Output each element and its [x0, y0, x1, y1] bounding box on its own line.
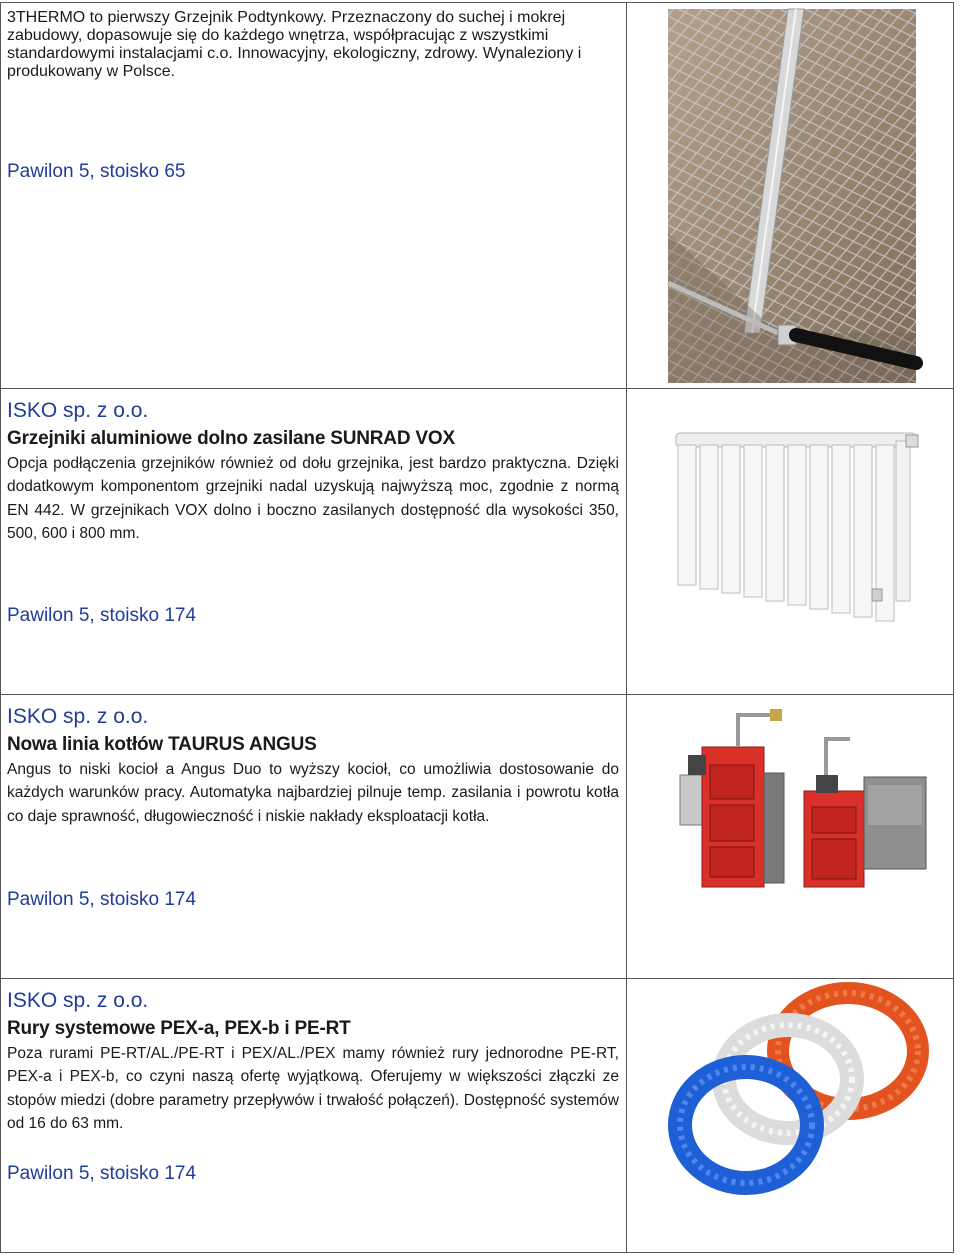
product-description: Opcja podłączenia grzejników również od dołu grzejnika, jest bardzo praktyczna. Dzięki dodatkowym komponentom grzejniki nadal uzyskują najwyższą moc, zgodnie z normą EN 442. W grzejnikach VOX dolno i boczno zasilanych dostępność dla wysokości 350, 500, 600 i 800 mm. [7, 455, 619, 542]
booth-label: Pawilon 5, stoisko 174 [7, 889, 197, 910]
company-name: ISKO sp. z o.o. [7, 705, 149, 728]
product-row-taurus-angus [0, 694, 954, 978]
intro-text: 3THERMO to pierwszy Grzejnik Podtynkowy. Przeznaczony do suchej i mokrej zabudowy, dopasowuje się do każdego wnętrza, współpracując z wszystkimi standardowymi instalacjami c.o. Innowacyjny, ekologiczny, zdrowy. Wynaleziony i produkowany w Polsce. [7, 9, 582, 80]
column-divider [626, 979, 627, 1252]
company-name: ISKO sp. z o.o. [7, 989, 149, 1012]
product-description: Poza rurami PE-RT/AL./PE-RT i PEX/AL./PEX mamy również rury jednorodne PE-RT, PEX-a i PEX-b, co czyni naszą ofertę wyjątkową. Oferujemy w większości złączki ze stopów miedzi (dobre parametry przepływów i trwałość połączeń). Dostępność systemów od 16 do 63 mm. [7, 1045, 619, 1132]
aluminium-radiator-image [628, 389, 953, 694]
boilers-image [628, 695, 953, 978]
product-row-pex-pipes [0, 978, 954, 1253]
product-description: Angus to niski kocioł a Angus Duo to wyższy kocioł, co umożliwia dostosowanie do każdych warunków pracy. Automatyka najbardziej pilnuje temp. zasilania i powrotu kotła co daje sprawność, długowieczność i niskie nakłady eksploatacji kotła. [7, 761, 619, 825]
booth-label: Pawilon 5, stoisko 65 [7, 161, 186, 182]
product-title: Rury systemowe PEX-a, PEX-b i PE-RT [7, 1018, 351, 1039]
booth-label: Pawilon 5, stoisko 174 [7, 1163, 197, 1184]
column-divider [626, 389, 627, 694]
column-divider [626, 695, 627, 978]
product-row-3thermo [0, 2, 954, 388]
company-name: ISKO sp. z o.o. [7, 399, 149, 422]
radiator-shape [676, 433, 918, 621]
pipe-coils-image [628, 979, 953, 1252]
product-title: Nowa linia kotłów TAURUS ANGUS [7, 734, 317, 755]
column-divider [626, 3, 627, 388]
product-row-sunrad-vox [0, 388, 954, 694]
wall-mesh-heater-image [628, 3, 953, 388]
booth-label: Pawilon 5, stoisko 174 [7, 605, 197, 626]
product-title: Grzejniki aluminiowe dolno zasilane SUNRAD VOX [7, 428, 455, 449]
